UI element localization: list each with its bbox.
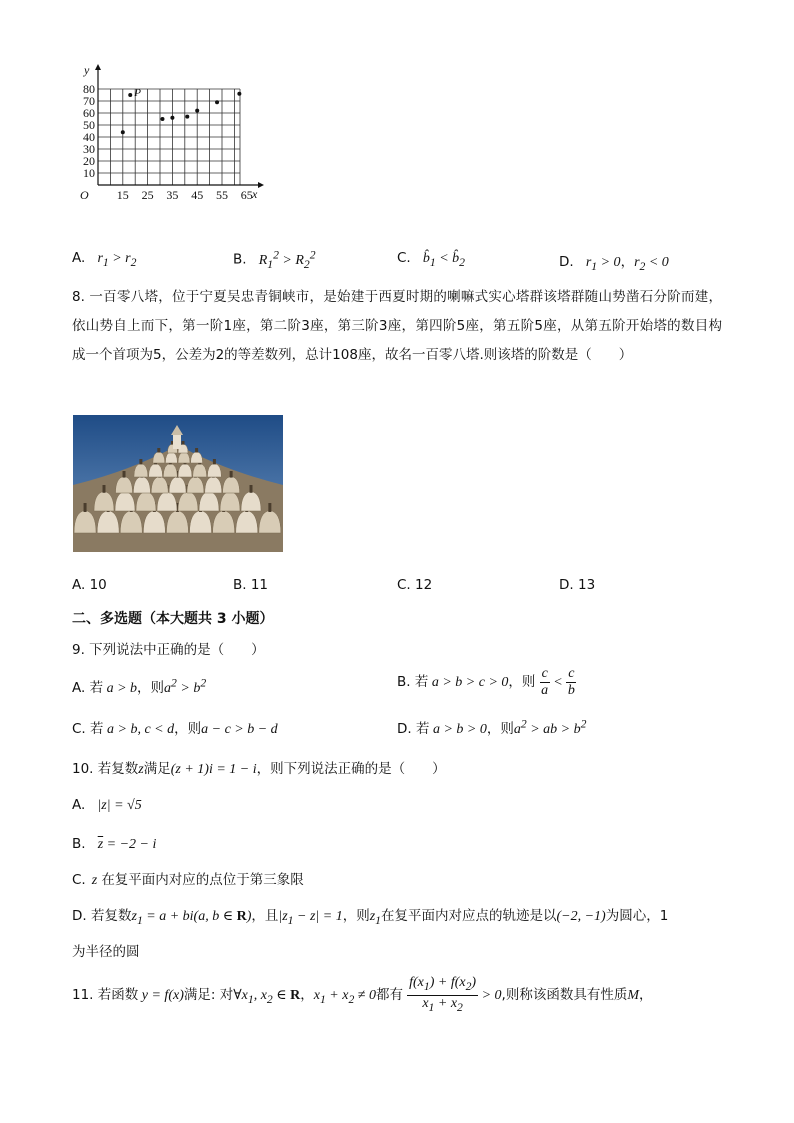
q10-option-c: C. z 在复平面内对应的点位于第三象限 [72, 872, 304, 888]
x-axis-label: x [252, 187, 258, 201]
y-tick-label: 70 [83, 94, 95, 108]
q9-option-b: B. 若 a > b > c > 0，则 $\frac{c}{a}$ < $\frac{c}{b}$ [397, 666, 575, 698]
y-tick-label: 20 [83, 154, 95, 168]
q9-option-d: D. 若 a > b > 0，则$a^2$ > ab > $b^2$ [397, 717, 587, 737]
data-point [185, 115, 189, 119]
q9-option-a: A. 若 a > b，则$a^2 > b^2$ [72, 676, 207, 696]
y-tick-label: 80 [83, 82, 95, 96]
origin-label: O [80, 188, 89, 202]
q10-option-d: D. 若复数$z_1 = a + bi(a$, b ∈ R)，且$|z_1 - z| = 1$，则$z_1$在复平面内对应点的轨迹是以(−2, −1)为圆心，1 [72, 908, 669, 927]
chart-grid [98, 89, 240, 185]
q8-option-a: A. 10 [72, 577, 107, 593]
section-title: 二、多选题（本大题共 3 小题） [72, 611, 274, 627]
q7-option-b: B. $R_1^2 > R_2^2$ [233, 248, 316, 271]
point-label: P [134, 87, 141, 99]
q8-text: 8. 一百零八塔，位于宁夏吴忠青铜峡市，是始建于西夏时期的喇嘛式实心塔群该塔群随山势凿石分阶而建，依山势自上而下，第一阶1座，第二阶3座，第三阶3座，第四阶5座，第五阶5座，从第五阶开始塔的数目构成一个首项为5，公差为2的等差数列，总计108座，故名一百零八塔.则该塔的阶数是（ ） [72, 289, 722, 363]
q8-option-b: B. 11 [233, 577, 269, 593]
q11-stem: 11. 若函数 y = f(x)满足: 对$\forall x_1$, $x_2$ ∈ R，$x_1 + x_2 \ne 0$都有 $\frac{f(x_1) + f(x_2)}{x_1 + x_2}$ > 0,则称该函数具有性质M， [72, 975, 653, 1014]
y-tick-label: 30 [83, 142, 95, 156]
q9-stem: 9. 下列说法中正确的是（ ） [72, 642, 265, 658]
y-tick-label: 60 [83, 106, 95, 120]
q10-option-b: B. $\overline{z} = -2 - i$ [72, 836, 157, 852]
stupa-spire [84, 503, 87, 512]
y-tick-label: 10 [83, 166, 95, 180]
x-axis-arrow [258, 182, 264, 188]
scatter-chart [70, 62, 270, 202]
y-axis-arrow [95, 64, 101, 70]
data-point [237, 92, 241, 96]
data-point [215, 100, 219, 104]
x-tick-label: 25 [141, 188, 154, 202]
stupa-spire [250, 485, 253, 493]
chart-tick-labels [80, 63, 258, 202]
x-tick-label: 65 [240, 188, 253, 202]
x-tick-label: 55 [216, 188, 228, 202]
pagoda-photo [73, 415, 283, 552]
q9-option-c: C. 若 a > b, c < d，则a − c > b − d [72, 721, 278, 737]
stupa-spire [139, 459, 142, 464]
y-axis-label: y [84, 63, 90, 77]
chart-points [121, 87, 242, 134]
q7-option-a: A. $r_1 > r_2$ [72, 250, 137, 269]
stupa-spire [195, 448, 198, 453]
data-point [170, 116, 174, 120]
data-point [121, 130, 125, 134]
x-tick-label: 15 [116, 188, 129, 202]
stupa-spire [103, 485, 106, 493]
stupa-spire [123, 471, 126, 478]
y-tick-label: 50 [83, 118, 95, 132]
q7-option-c: C. $b̂_1$ < $b̂_2$ [397, 250, 465, 269]
data-point [128, 93, 132, 97]
q7-option-d: D. $r_1 > 0$，$r_2 < 0$ [559, 254, 669, 273]
q10-option-a: A. |z| = √5 [72, 797, 142, 813]
q8-option-c: C. 12 [397, 577, 433, 593]
chart-axes [95, 64, 264, 188]
q8-option-d: D. 13 [559, 577, 596, 593]
data-point [195, 109, 199, 113]
stupa-spire [230, 471, 233, 478]
q10-stem: 10. 若复数z满足(z + 1)i = 1 − i，则下列说法正确的是（ ） [72, 761, 446, 777]
stupa-spire [268, 503, 271, 512]
x-tick-label: 35 [166, 188, 179, 202]
stupa-spire [157, 448, 160, 453]
stupa-spire [213, 459, 216, 464]
x-tick-label: 45 [191, 188, 204, 202]
q10-option-d-line2: 为半径的圆 [72, 944, 140, 960]
data-point [160, 117, 164, 121]
y-tick-label: 40 [83, 130, 95, 144]
stupa-spire [182, 441, 185, 445]
